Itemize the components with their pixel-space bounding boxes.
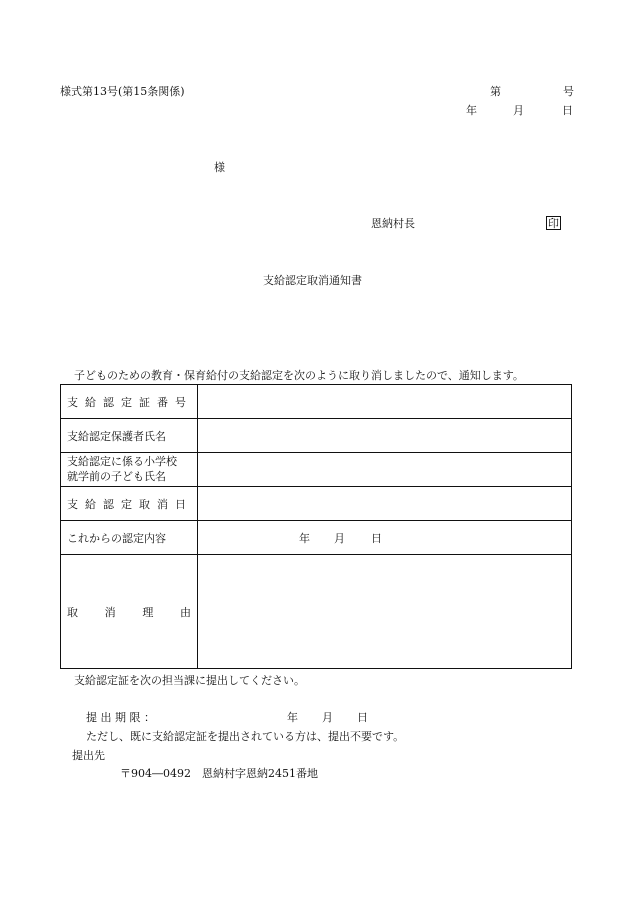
deadline-month: 月 bbox=[322, 711, 333, 724]
document-title: 支給認定取消通知書 bbox=[263, 274, 362, 287]
issue-date-day: 日 bbox=[562, 104, 573, 117]
document-number-prefix: 第 bbox=[490, 85, 501, 98]
deadline-year: 年 bbox=[287, 711, 298, 724]
row-label bbox=[61, 521, 198, 555]
deadline-day: 日 bbox=[357, 711, 368, 724]
submit-note: 支給認定証を次の担当課に提出してください。 bbox=[74, 674, 305, 687]
label-child-name-line1: 支給認定に係る小学校 bbox=[67, 454, 177, 468]
submission-address: 〒904―0492 恩納村字恩納2451番地 bbox=[120, 767, 318, 780]
future-certification-field[interactable] bbox=[198, 521, 572, 555]
row-label bbox=[61, 419, 198, 453]
reason-char: 取 bbox=[67, 605, 78, 619]
reason-char: 理 bbox=[142, 605, 154, 619]
cancellation-date-field[interactable] bbox=[198, 487, 572, 521]
label-guardian-name: 支給認定保護者氏名 bbox=[67, 429, 166, 443]
table-row bbox=[61, 453, 572, 487]
label-future-certification: これからの認定内容 bbox=[67, 531, 166, 545]
table-row bbox=[61, 385, 572, 419]
future-cert-month: 月 bbox=[334, 531, 345, 545]
label-cancellation-reason bbox=[67, 604, 197, 620]
table-row bbox=[61, 555, 572, 669]
future-cert-year: 年 bbox=[299, 531, 310, 545]
guardian-name-field[interactable] bbox=[198, 419, 572, 453]
seal-mark: 印 bbox=[548, 217, 559, 230]
row-label bbox=[61, 487, 198, 521]
document-number-suffix: 号 bbox=[563, 85, 574, 98]
issuer-title: 恩納村長 bbox=[371, 217, 415, 230]
label-cancellation-date: 支給認定取消日 bbox=[67, 497, 193, 511]
issue-date-month: 月 bbox=[513, 104, 524, 117]
cancellation-reason-field[interactable] bbox=[198, 555, 572, 669]
label-child-name-line2: 就学前の子ども氏名 bbox=[67, 469, 166, 483]
form-number: 様式第13号(第15条関係) bbox=[60, 85, 185, 98]
deadline-label: 提 出 期 限 ： bbox=[86, 711, 155, 724]
reason-char: 由 bbox=[179, 605, 191, 619]
table-row bbox=[61, 419, 572, 453]
addressee-honorific: 様 bbox=[214, 161, 225, 174]
table-row bbox=[61, 521, 572, 555]
intro-text: 子どものための教育・保育給付の支給認定を次のように取り消しましたので、通知します。 bbox=[74, 369, 524, 382]
row-label bbox=[61, 555, 198, 669]
row-label bbox=[61, 385, 198, 419]
certification-table bbox=[60, 384, 572, 669]
row-label bbox=[61, 453, 198, 487]
certificate-number-field[interactable] bbox=[198, 385, 572, 419]
reason-char: 消 bbox=[104, 605, 116, 619]
future-cert-day: 日 bbox=[371, 531, 382, 545]
label-certificate-number: 支給認定証番号 bbox=[67, 395, 193, 409]
child-name-field[interactable] bbox=[198, 453, 572, 487]
table-row bbox=[61, 487, 572, 521]
issue-date-year: 年 bbox=[466, 104, 477, 117]
submit-to-label: 提出先 bbox=[72, 749, 105, 762]
exemption-note: ただし、既に支給認定証を提出されている方は、提出不要です。 bbox=[86, 730, 405, 743]
